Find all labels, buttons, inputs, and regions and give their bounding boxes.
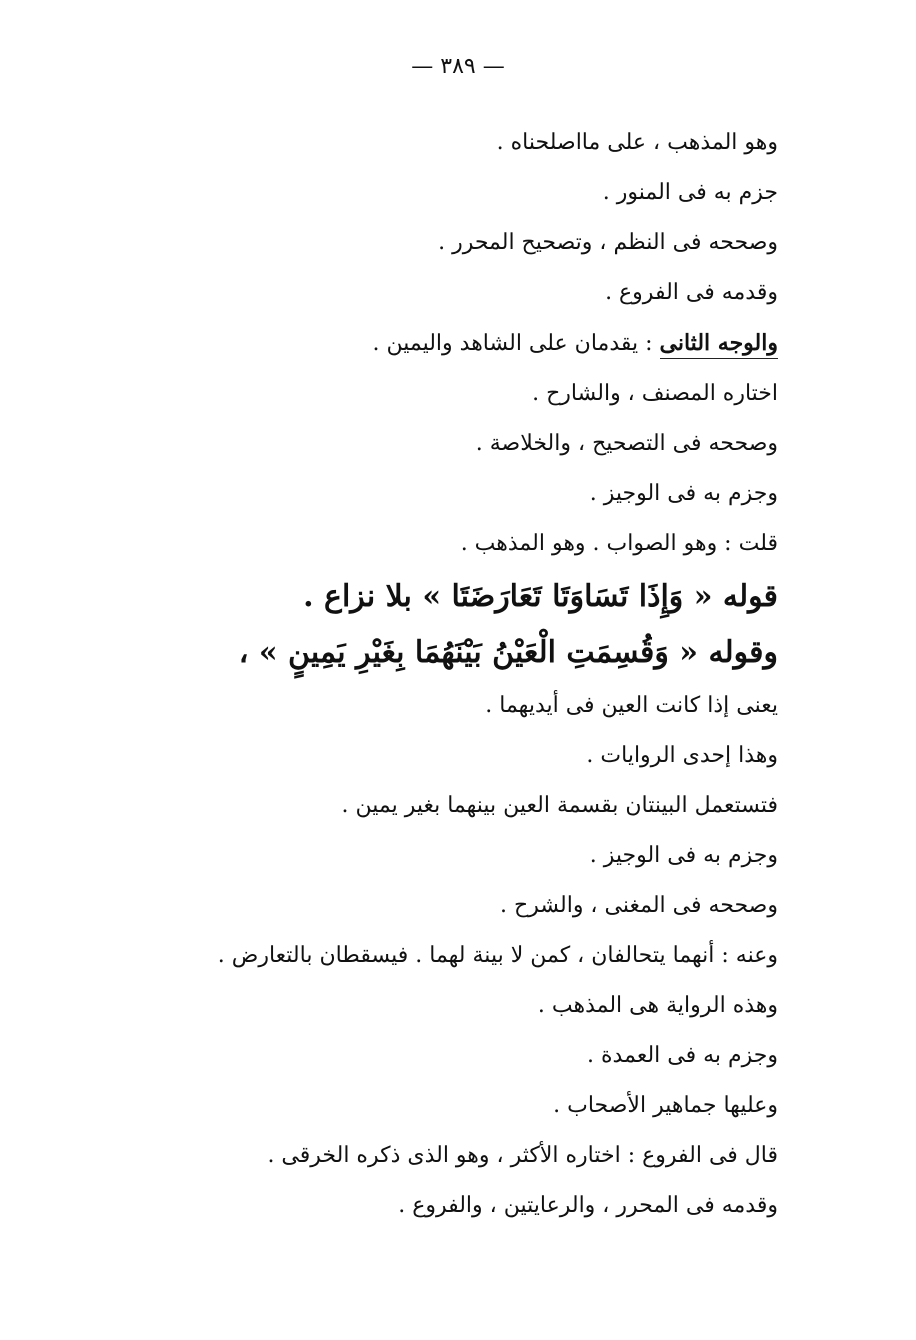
text-line: وعنه : أنهما يتحالفان ، كمن لا بينة لهما . فيسقطان بالتعارض . [217,943,778,968]
text-line: وصححه فى المغنى ، والشرح . [500,893,778,918]
text-line: اختاره المصنف ، والشارح . [532,381,778,406]
text-line: وجزم به فى الوجيز . [589,843,778,868]
quran-quote-line: قوله « وَإِذَا تَسَاوَتَا تَعَارَضَتَا » بلا نزاع . [303,579,778,614]
text-line: وصححه فى التصحيح ، والخلاصة . [475,431,778,456]
text-line: وقدمه فى المحرر ، والرعايتين ، والفروع . [398,1193,778,1218]
text-line: وقدمه فى الفروع . [605,280,778,305]
text-line: وصححه فى النظم ، وتصحيح المحرر . [438,230,778,255]
text-line: وهذا إحدى الروايات . [586,743,778,768]
text-line: قال فى الفروع : اختاره الأكثر ، وهو الذى ذكره الخرقى . [267,1143,778,1168]
text-line: وهو المذهب ، على مااصلحناه . [496,130,778,155]
text-line: فتستعمل البينتان بقسمة العين بينهما بغير يمين . [341,793,778,818]
text-line-with-heading [118,318,778,369]
text-line: قلت : وهو الصواب . وهو المذهب . [460,531,778,556]
page-number: — ٣٨٩ — [411,54,505,79]
heading-continuation: : يقدمان على الشاهد واليمين . [372,331,660,356]
text-line: وعليها جماهير الأصحاب . [553,1093,778,1118]
section-heading: والوجه الثانى [660,330,778,359]
text-line: جزم به فى المنور . [602,180,778,205]
text-line: وجزم به فى الوجيز . [589,481,778,506]
text-line: وجزم به فى العمدة . [587,1043,778,1068]
text-line: وهذه الرواية هى المذهب . [537,993,778,1018]
quran-quote-line: وقوله « وَقُسِمَتِ الْعَيْنُ بَيْنَهُمَا بِغَيْرِ يَمِينٍ » ، [238,635,778,670]
text-line: يعنى إذا كانت العين فى أيديهما . [485,693,778,718]
body-text [118,118,778,1231]
